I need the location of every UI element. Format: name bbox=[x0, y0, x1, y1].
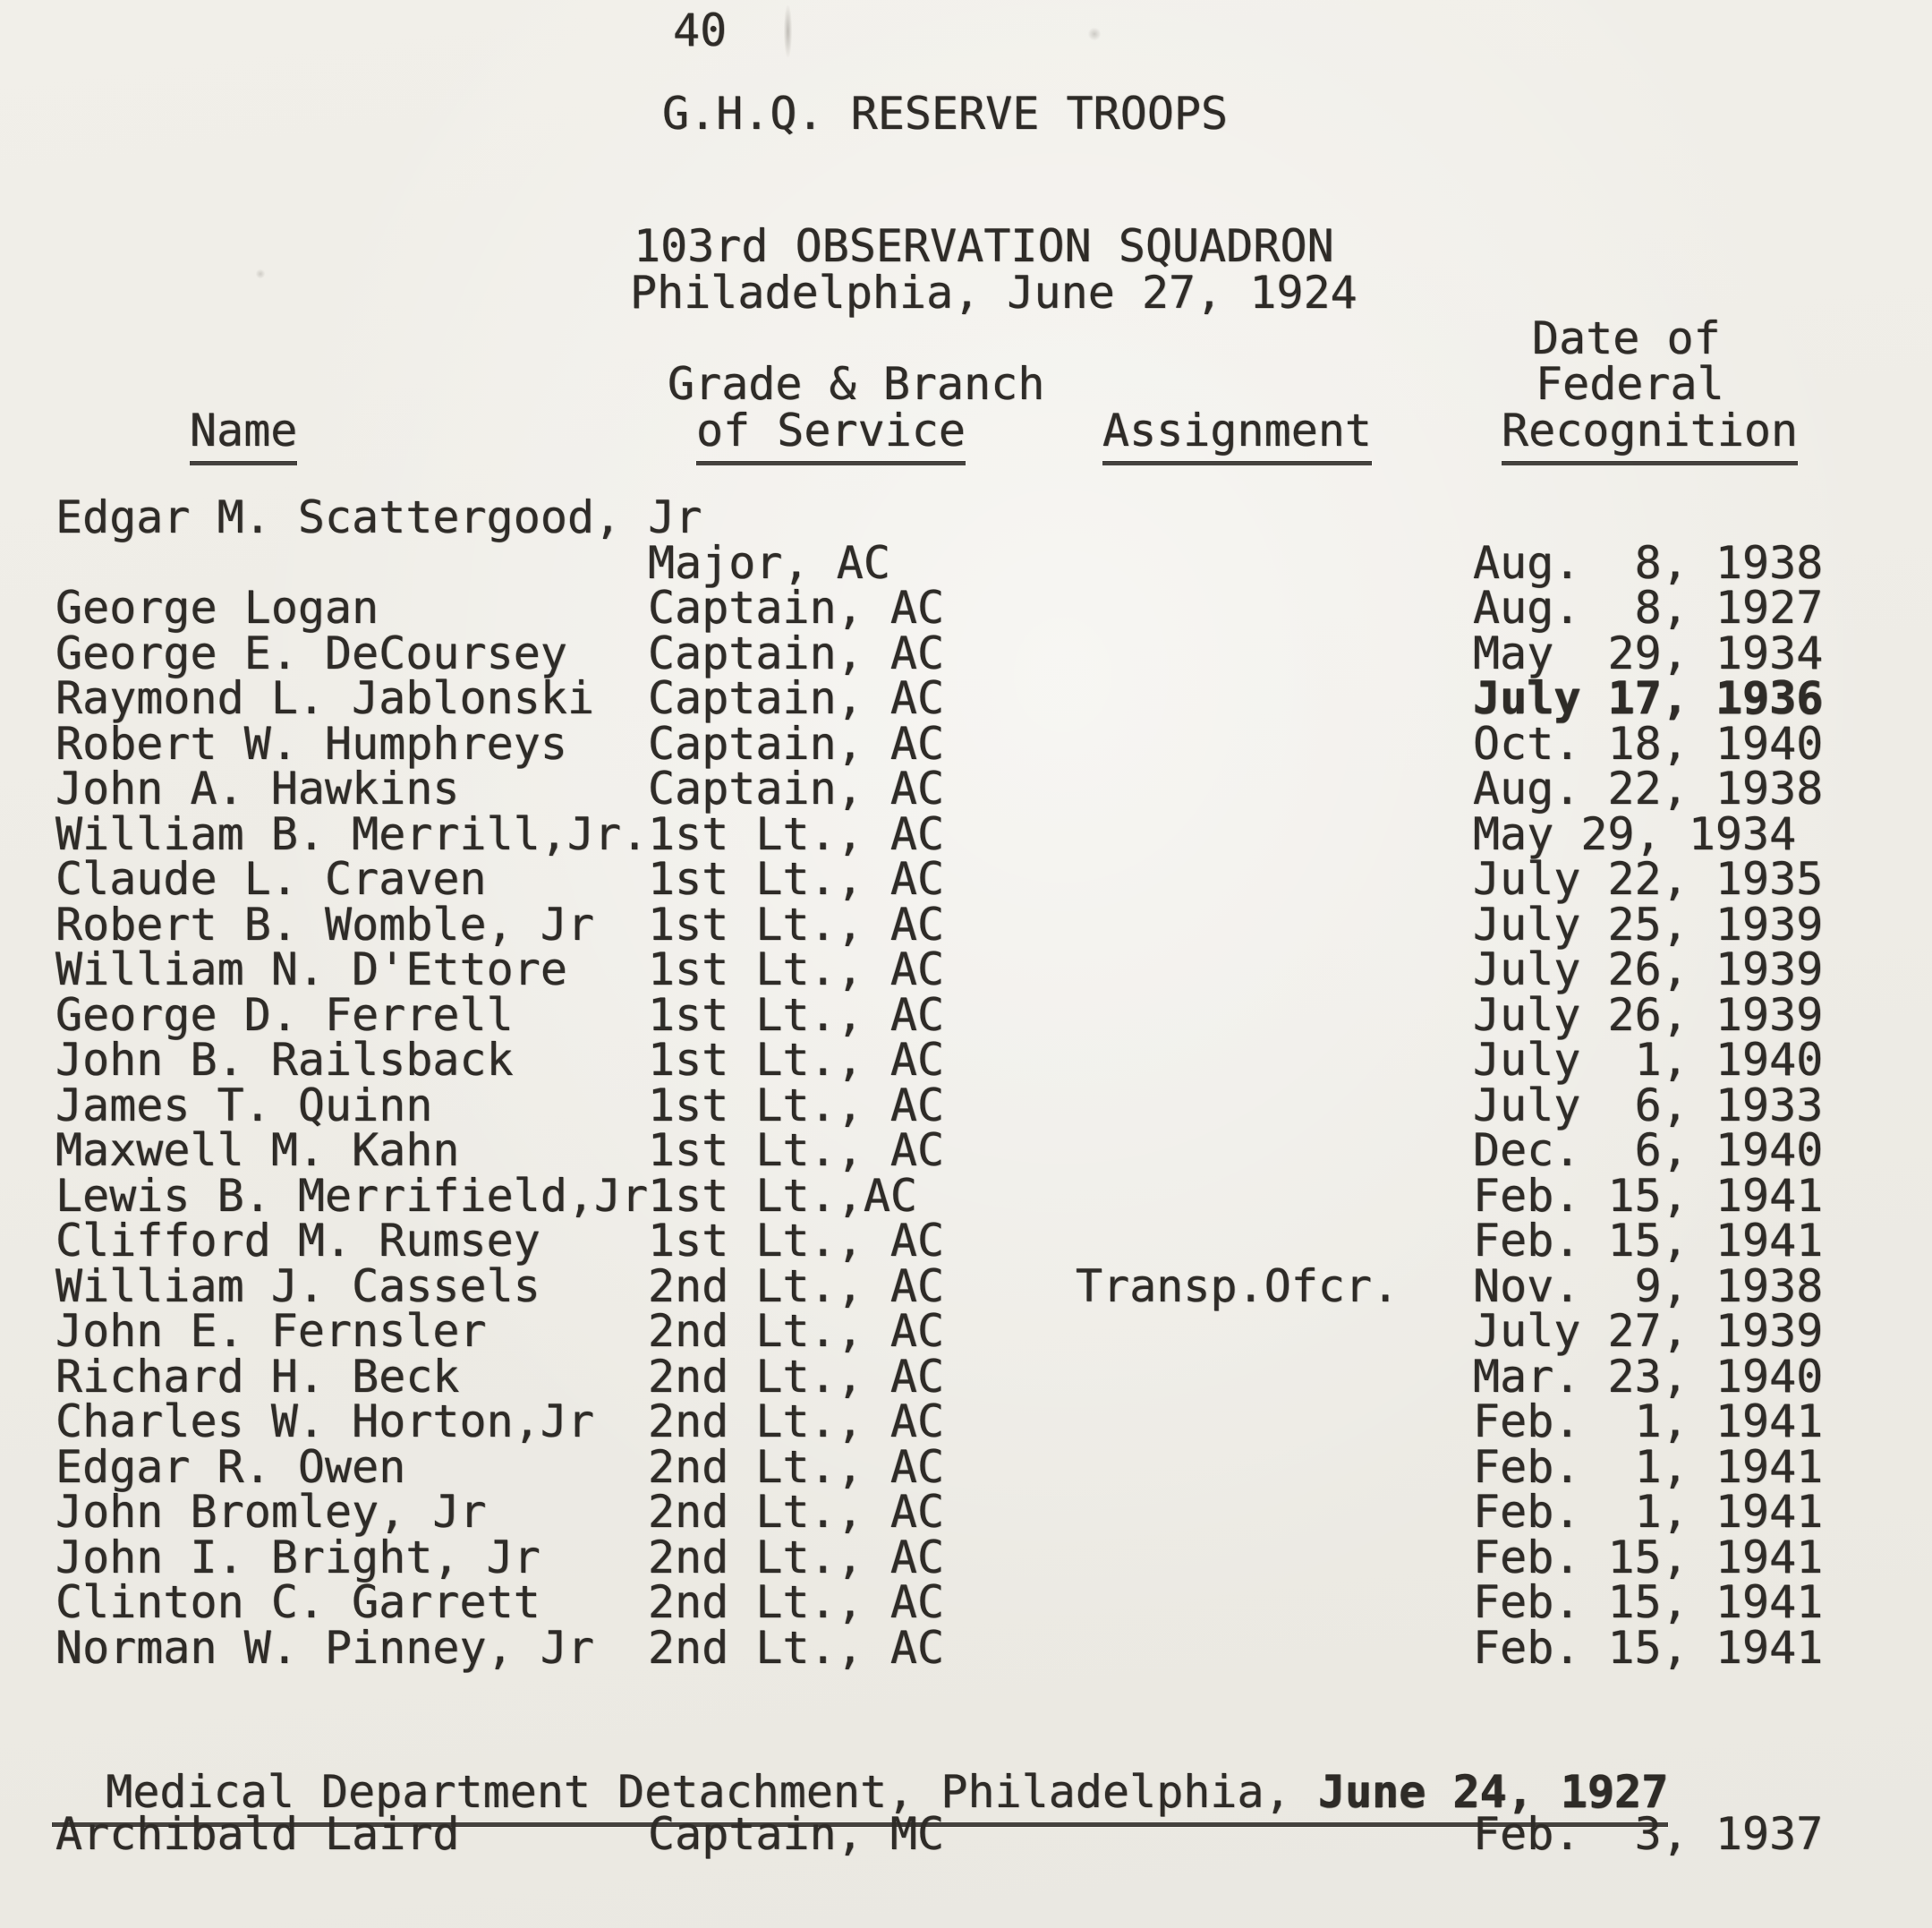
grade-branch: 2nd Lt., AC bbox=[648, 1305, 945, 1357]
roster-row bbox=[0, 672, 1932, 724]
grade-branch: 1st Lt., AC bbox=[648, 807, 945, 860]
recognition-date: Feb. 15, 1941 bbox=[1473, 1621, 1824, 1674]
recognition-date: July 25, 1939 bbox=[1473, 898, 1824, 951]
roster-row bbox=[0, 807, 1932, 860]
recognition-date: Dec. 6, 1940 bbox=[1473, 1124, 1824, 1176]
officer-name: Archibald Laird bbox=[55, 1808, 460, 1860]
grade-branch: Major, AC bbox=[648, 536, 890, 589]
column-header-date-line2: Federal bbox=[1536, 358, 1724, 410]
roster-row bbox=[0, 1124, 1932, 1176]
officer-name: Lewis B. Merrifield,Jr bbox=[55, 1169, 649, 1222]
roster-row bbox=[0, 1395, 1932, 1447]
officer-name: William N. D'Ettore bbox=[55, 943, 567, 995]
recognition-date: May 29, 1934 bbox=[1473, 807, 1797, 860]
officer-name: Edgar M. Scattergood, Jr bbox=[55, 491, 702, 543]
grade-branch: 2nd Lt., AC bbox=[648, 1576, 945, 1628]
grade-branch: 2nd Lt., AC bbox=[648, 1395, 945, 1447]
roster-row bbox=[0, 717, 1932, 770]
roster-row bbox=[0, 1215, 1932, 1267]
roster-row bbox=[0, 1259, 1932, 1312]
recognition-date: Feb. 15, 1941 bbox=[1473, 1531, 1824, 1583]
roster-row bbox=[0, 1169, 1932, 1222]
officer-name: Robert B. Womble, Jr bbox=[55, 898, 595, 951]
recognition-date: July 6, 1933 bbox=[1473, 1079, 1824, 1131]
roster-row bbox=[0, 1034, 1932, 1086]
recognition-date: Aug. 8, 1927 bbox=[1473, 582, 1824, 634]
officer-name: Clinton C. Garrett bbox=[55, 1576, 540, 1628]
roster-row bbox=[0, 763, 1932, 815]
roster-row bbox=[0, 1531, 1932, 1583]
grade-branch: 1st Lt., AC bbox=[648, 1215, 945, 1267]
officer-name: George E. DeCoursey bbox=[55, 627, 567, 679]
scan-artifact bbox=[256, 269, 265, 279]
grade-branch: 2nd Lt., AC bbox=[648, 1486, 945, 1538]
officer-name: Edgar R. Owen bbox=[55, 1440, 406, 1493]
grade-branch: 2nd Lt., AC bbox=[648, 1531, 945, 1583]
recognition-date: Feb. 15, 1941 bbox=[1473, 1169, 1824, 1222]
officer-name: John A. Hawkins bbox=[55, 763, 460, 815]
officer-name: John Bromley, Jr bbox=[55, 1486, 487, 1538]
grade-branch: Captain, AC bbox=[648, 717, 945, 770]
recognition-date: Feb. 15, 1941 bbox=[1473, 1576, 1824, 1628]
recognition-date: July 26, 1939 bbox=[1473, 988, 1824, 1041]
recognition-date: Feb. 1, 1941 bbox=[1473, 1395, 1824, 1447]
roster-row bbox=[0, 1621, 1932, 1674]
roster-row bbox=[0, 1440, 1932, 1493]
grade-branch: 1st Lt., AC bbox=[648, 1124, 945, 1176]
officer-name: Raymond L. Jablonski bbox=[55, 672, 595, 724]
page-number: 40 bbox=[673, 4, 728, 56]
grade-branch: Captain, AC bbox=[648, 763, 945, 815]
grade-branch: Captain, AC bbox=[648, 672, 945, 724]
recognition-date: July 26, 1939 bbox=[1473, 943, 1824, 995]
officer-name: John B. Railsback bbox=[55, 1034, 514, 1086]
grade-branch: 2nd Lt., AC bbox=[648, 1621, 945, 1674]
recognition-date: Feb. 15, 1941 bbox=[1473, 1215, 1824, 1267]
column-header-grade-line1: Grade & Branch bbox=[668, 358, 1045, 410]
recognition-date: Feb. 1, 1941 bbox=[1473, 1486, 1824, 1538]
recognition-date: Aug. 22, 1938 bbox=[1473, 763, 1824, 815]
grade-branch: Captain, AC bbox=[648, 627, 945, 679]
recognition-date: July 17, 1936 bbox=[1473, 672, 1824, 724]
unit-location-date: Philadelphia, June 27, 1924 bbox=[630, 267, 1358, 319]
roster-row bbox=[0, 1305, 1932, 1357]
grade-branch: 2nd Lt., AC bbox=[648, 1350, 945, 1403]
roster-row bbox=[0, 1576, 1932, 1628]
grade-branch: Captain, AC bbox=[648, 582, 945, 634]
recognition-date: Feb. 1, 1941 bbox=[1473, 1440, 1824, 1493]
grade-branch: 1st Lt., AC bbox=[648, 1079, 945, 1131]
recognition-date: Aug. 8, 1938 bbox=[1473, 536, 1824, 589]
officer-name: Maxwell M. Kahn bbox=[55, 1124, 460, 1176]
medical-heading-text: Medical Department Detachment, Philadelphia, bbox=[106, 1766, 1318, 1818]
roster-row bbox=[0, 853, 1932, 905]
roster-row bbox=[0, 1350, 1932, 1403]
officer-name: John I. Bright, Jr bbox=[55, 1531, 540, 1583]
recognition-date: Feb. 3, 1937 bbox=[1473, 1808, 1824, 1860]
grade-branch: 1st Lt., AC bbox=[648, 943, 945, 995]
grade-branch: 2nd Lt., AC bbox=[648, 1440, 945, 1493]
officer-name: John E. Fernsler bbox=[55, 1305, 487, 1357]
officer-name: Charles W. Horton,Jr bbox=[55, 1395, 595, 1447]
recognition-date: July 27, 1939 bbox=[1473, 1305, 1824, 1357]
column-header-name: Name bbox=[190, 405, 297, 465]
officer-name: William J. Cassels bbox=[55, 1259, 540, 1312]
recognition-date: Nov. 9, 1938 bbox=[1473, 1259, 1824, 1312]
medical-heading-date: June 24, 1927 bbox=[1317, 1766, 1669, 1818]
roster-row bbox=[0, 582, 1932, 634]
grade-branch: 1st Lt.,AC bbox=[648, 1169, 918, 1222]
column-header-date-line3: Recognition bbox=[1502, 405, 1798, 465]
officer-name: Richard H. Beck bbox=[55, 1350, 460, 1403]
recognition-date: May 29, 1934 bbox=[1473, 627, 1824, 679]
scan-artifact bbox=[784, 5, 792, 57]
recognition-date: July 22, 1935 bbox=[1473, 853, 1824, 905]
roster-row bbox=[0, 988, 1932, 1041]
roster-row bbox=[0, 1079, 1932, 1131]
roster-row bbox=[0, 943, 1932, 995]
roster-row bbox=[0, 627, 1932, 679]
assignment-value: Transp.Ofcr. bbox=[1076, 1259, 1400, 1312]
grade-branch: 1st Lt., AC bbox=[648, 853, 945, 905]
column-header-date-line1: Date of bbox=[1532, 312, 1721, 364]
officer-name: William B. Merrill,Jr. bbox=[55, 807, 649, 860]
grade-branch: Captain, MC bbox=[648, 1808, 945, 1860]
recognition-date: Oct. 18, 1940 bbox=[1473, 717, 1824, 770]
recognition-date: July 1, 1940 bbox=[1473, 1034, 1824, 1086]
scan-artifact bbox=[1088, 27, 1101, 41]
officer-name: George D. Ferrell bbox=[55, 988, 514, 1041]
grade-branch: 1st Lt., AC bbox=[648, 898, 945, 951]
document-title: G.H.Q. RESERVE TROOPS bbox=[662, 88, 1229, 140]
roster-row bbox=[0, 491, 1932, 543]
roster-row bbox=[0, 536, 1932, 589]
grade-branch: 1st Lt., AC bbox=[648, 1034, 945, 1086]
officer-name: Robert W. Humphreys bbox=[55, 717, 567, 770]
officer-name: George Logan bbox=[55, 582, 379, 634]
grade-branch: 2nd Lt., AC bbox=[648, 1259, 945, 1312]
column-header-grade-line2: of Service bbox=[696, 405, 966, 465]
officer-name: Claude L. Craven bbox=[55, 853, 487, 905]
officer-name: Clifford M. Rumsey bbox=[55, 1215, 540, 1267]
officer-name: James T. Quinn bbox=[55, 1079, 433, 1131]
column-header-assignment: Assignment bbox=[1102, 405, 1372, 465]
recognition-date: Mar. 23, 1940 bbox=[1473, 1350, 1824, 1403]
officer-name: Norman W. Pinney, Jr bbox=[55, 1621, 595, 1674]
roster-row bbox=[0, 1486, 1932, 1538]
roster-row bbox=[0, 898, 1932, 951]
grade-branch: 1st Lt., AC bbox=[648, 988, 945, 1041]
roster-row bbox=[0, 1808, 1932, 1860]
unit-title: 103rd OBSERVATION SQUADRON bbox=[634, 220, 1334, 272]
